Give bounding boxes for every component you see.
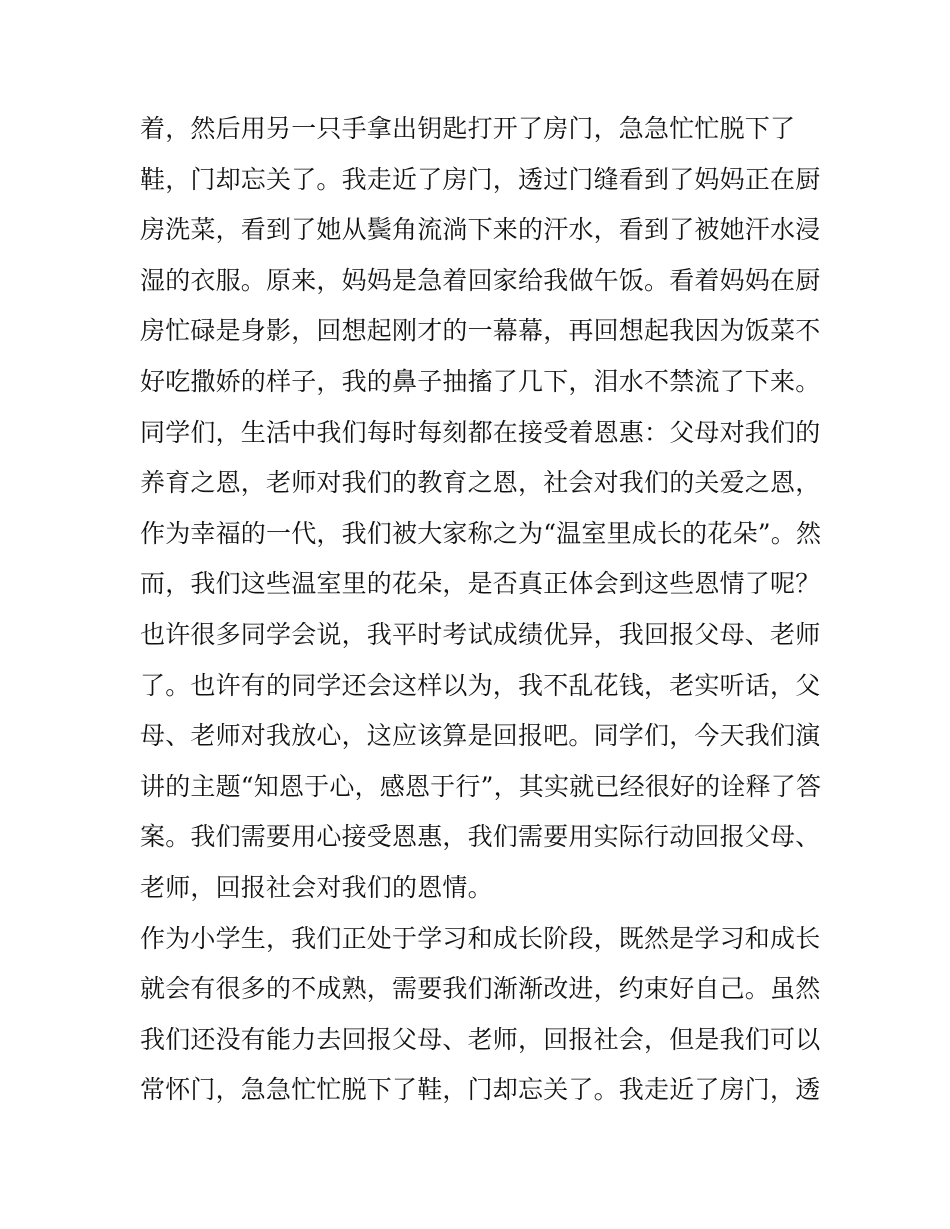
text-line: 案。我们需要用心接受恩惠，我们需要用实际行动回报父母、 <box>140 822 821 852</box>
text-line: 老师，回报社会对我们的恩情。 <box>140 872 493 902</box>
text-line: 讲的主题“知恩于心，感恩于行”，其实就已经很好的诠释了答 <box>140 771 822 801</box>
body-text <box>140 104 830 1116</box>
text-line: 我们还没有能力去回报父母、老师，回报社会，但是我们可以 <box>140 1024 821 1054</box>
text-line: 房忙碌是身影，回想起刚才的一幕幕，再回想起我因为饭菜不 <box>140 316 821 346</box>
text-line: 常怀门，急急忙忙脱下了鞋，门却忘关了。我走近了房门，透 <box>140 1075 821 1105</box>
text-line: 也许很多同学会说，我平时考试成绩优异，我回报父母、老师 <box>140 619 821 649</box>
text-line: 养育之恩，老师对我们的教育之恩，社会对我们的关爱之恩， <box>140 468 821 498</box>
text-line: 着，然后用另一只手拿出钥匙打开了房门，急急忙忙脱下了 <box>140 114 796 143</box>
text-line: 鞋，门却忘关了。我走近了房门，透过门缝看到了妈妈正在厨 <box>140 164 821 194</box>
text-line: 作为幸福的一代，我们被大家称之为“温室里成长的花朵”。然 <box>140 518 822 548</box>
text-line: 好吃撒娇的样子，我的鼻子抽搐了几下，泪水不禁流了下来。 <box>140 366 821 396</box>
text-line: 湿的衣服。原来，妈妈是急着回家给我做午饭。看着妈妈在厨 <box>140 265 821 295</box>
text-line: 而，我们这些温室里的花朵，是否真正体会到这些恩情了呢？ <box>140 569 821 599</box>
text-line: 房洗菜，看到了她从鬓角流淌下来的汗水，看到了被她汗水浸 <box>140 215 821 245</box>
text-line: 了。也许有的同学还会这样以为，我不乱花钱，老实听话，父 <box>140 670 821 700</box>
text-line: 就会有很多的不成熟，需要我们渐渐改进，约束好自己。虽然 <box>140 974 821 1004</box>
text-line: 同学们，生活中我们每时每刻都在接受着恩惠：父母对我们的 <box>140 417 821 447</box>
text-line: 母、老师对我放心，这应该算是回报吧。同学们，今天我们演 <box>140 721 821 751</box>
text-line: 作为小学生，我们正处于学习和成长阶段，既然是学习和成长 <box>140 923 821 953</box>
